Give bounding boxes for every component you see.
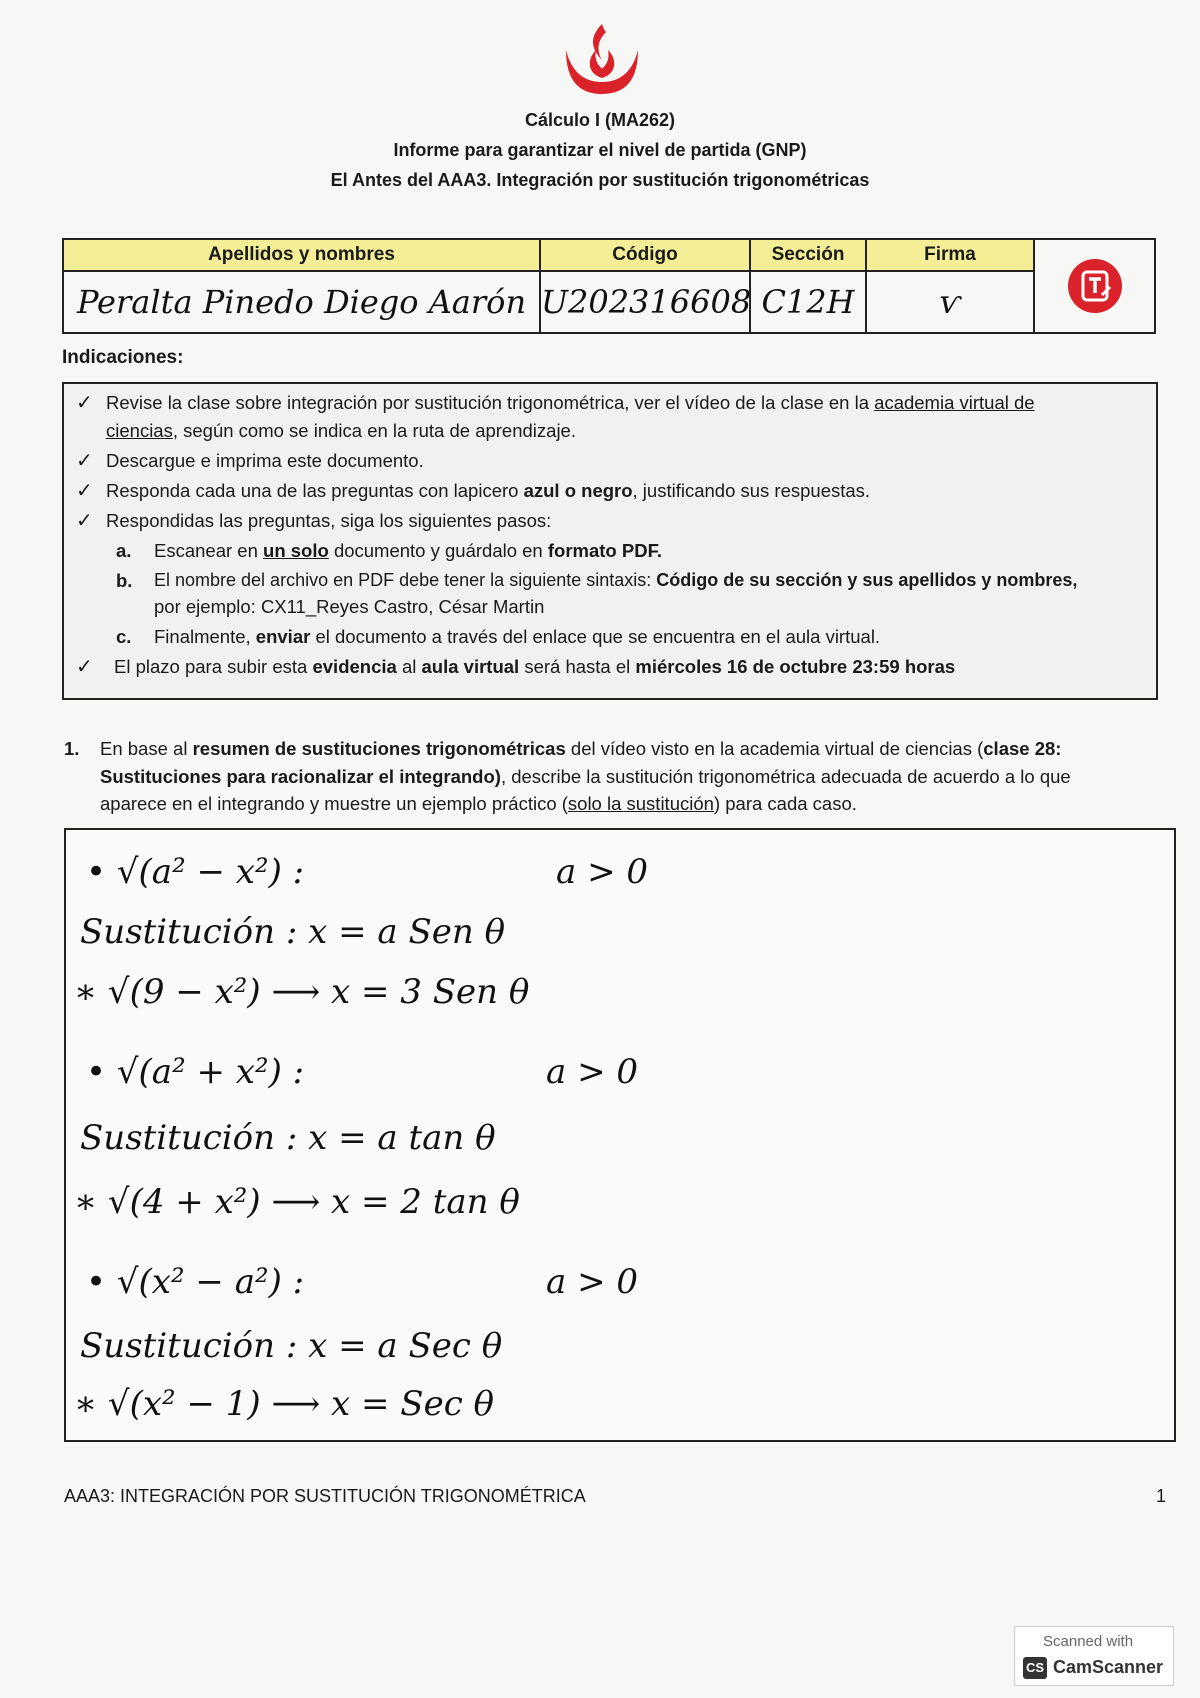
instruction-1-cont: ciencias, según como se indica en la ruta de aprendizaje. (106, 420, 576, 441)
header-code: Código (540, 239, 750, 271)
step-c-label: c. (116, 626, 132, 647)
case2-expression: • √(a² + x²) : (86, 1052, 305, 1092)
student-info-table (62, 238, 1156, 334)
university-logo (560, 20, 644, 98)
student-section: C12H (750, 271, 866, 333)
footer-title: AAA3: INTEGRACIÓN POR SUSTITUCIÓN TRIGONOMÉTRICA (64, 1486, 586, 1506)
case3-condition: a > 0 (546, 1262, 639, 1302)
camscanner-watermark (1014, 1626, 1174, 1686)
turnitin-cell (1034, 239, 1155, 333)
instruction-3: Responda cada una de las preguntas con lapicero azul o negro, justificando sus respuestas. (106, 480, 871, 501)
instruction-4: Respondidas las preguntas, siga los siguientes pasos: (106, 510, 552, 531)
scanned-with-text: Scanned with (1043, 1633, 1134, 1650)
question-line-3: aparece en el integrando y muestre un ejemplo práctico (solo la sustitución) para cada caso. (100, 793, 857, 814)
step-a: Escanear en un solo documento y guárdalo en formato PDF. (154, 540, 662, 561)
camscanner-name: CamScanner (1053, 1657, 1164, 1677)
checkmark-icon: ✓ (76, 390, 93, 414)
case1-expression: • √(a² − x²) : (86, 852, 305, 892)
header-signature: Firma (866, 239, 1034, 271)
case2-substitution: Sustitución : x = a tan θ (80, 1118, 496, 1158)
checkmark-icon: ✓ (76, 448, 93, 472)
turnitin-icon (1068, 259, 1122, 313)
step-b-label: b. (116, 570, 133, 591)
header-section: Sección (750, 239, 866, 271)
instruction-1: Revise la clase sobre integración por sustitución trigonométrica, ver el vídeo de la clase en la academia virtual de (106, 392, 1035, 413)
student-name: Peralta Pinedo Diego Aarón (63, 271, 540, 333)
case1-example: ∗ √(9 − x²) ⟶ x = 3 Sen θ (74, 972, 530, 1012)
case3-substitution: Sustitución : x = a Sec θ (80, 1326, 503, 1366)
step-c: Finalmente, enviar el documento a través del enlace que se encuentra en el aula virtual. (154, 626, 881, 647)
checkmark-icon: ✓ (76, 654, 93, 678)
instruction-2: Descargue e imprima este documento. (106, 450, 424, 471)
case1-condition: a > 0 (556, 852, 649, 892)
checkmark-icon: ✓ (76, 508, 93, 532)
question-number: 1. (64, 738, 80, 759)
topic-title: El Antes del AAA3. Integración por sustitución trigonométricas (330, 170, 870, 190)
step-a-label: a. (116, 540, 132, 561)
case3-expression: • √(x² − a²) : (86, 1262, 305, 1302)
instruction-5: El plazo para subir esta evidencia al aula virtual será hasta el miércoles 16 de octubre 23:59 horas (114, 656, 956, 677)
student-signature: ѵ (866, 271, 1034, 333)
answer-box (64, 828, 1176, 1442)
indications-label: Indicaciones: (62, 347, 184, 368)
report-title: Informe para garantizar el nivel de partida (GNP) (393, 140, 807, 160)
student-code: U202316608 (540, 271, 750, 333)
question-line-1: En base al resumen de sustituciones trigonométricas del vídeo visto en la academia virtual de ciencias (clase 28: (100, 738, 1062, 759)
case2-example: ∗ √(4 + x²) ⟶ x = 2 tan θ (74, 1182, 520, 1222)
case2-condition: a > 0 (546, 1052, 639, 1092)
step-b: El nombre del archivo en PDF debe tener la siguiente sintaxis: Código de su sección y sus apellidos y nombres, (154, 570, 1078, 590)
header-names: Apellidos y nombres (63, 239, 540, 271)
case1-substitution: Sustitución : x = a Sen θ (80, 912, 506, 952)
checkmark-icon: ✓ (76, 478, 93, 502)
case3-example: ∗ √(x² − 1) ⟶ x = Sec θ (74, 1384, 495, 1424)
step-b-example: por ejemplo: CX11_Reyes Castro, César Martin (154, 596, 545, 617)
camscanner-icon: CS (1023, 1657, 1047, 1679)
page-number: 1 (1156, 1486, 1167, 1506)
indications-box (62, 382, 1158, 700)
course-title: Cálculo I (MA262) (524, 110, 676, 130)
question-line-2: Sustituciones para racionalizar el integrando), describe la sustitución trigonométrica adecuada de acuerdo a lo que (100, 766, 1071, 787)
